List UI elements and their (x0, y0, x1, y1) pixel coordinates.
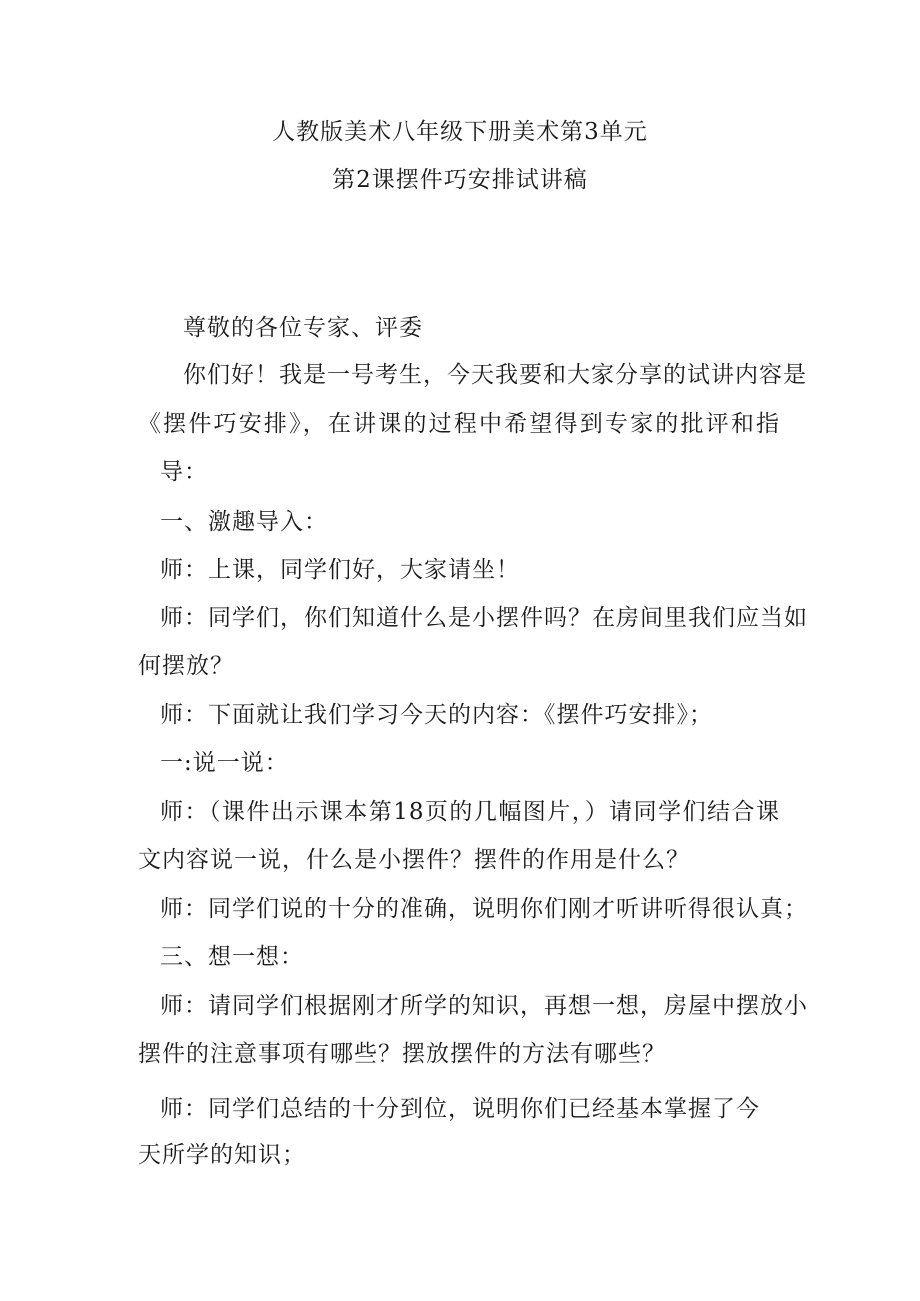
paragraph-line: 天所学的知识； (138, 1142, 306, 1168)
paragraph-line: 文内容说一说，什么是小摆件？摆件的作用是什么？ (138, 847, 690, 873)
paragraph-line: 师：同学们，你们知道什么是小摆件吗？在房间里我们应当如 (160, 605, 808, 631)
document-subtitle: 第2课摆件巧安排试讲稿 (332, 167, 588, 193)
paragraph-line: 师：上课，同学们好，大家请坐！ (160, 557, 520, 583)
document-title: 人教版美术八年级下册美术第3单元 (272, 119, 648, 145)
paragraph-line: 师：（课件出示课本第18页的几幅图片，）请同学们结合课 (160, 799, 780, 825)
paragraph-line: 摆件的注意事项有哪些？摆放摆件的方法有哪些？ (138, 1041, 666, 1067)
paragraph-line: 师：同学们说的十分的准确，说明你们刚才听讲听得很认真； (160, 896, 808, 922)
paragraph-line: 师：同学们总结的十分到位，说明你们已经基本掌握了今 (160, 1096, 760, 1122)
section-heading: 三、想一想： (160, 944, 304, 970)
section-heading: 一:说一说： (160, 750, 289, 776)
section-heading: 一、激趣导入： (160, 509, 328, 535)
paragraph-line: 你们好！我是一号考生，今天我要和大家分享的试讲内容是 (183, 362, 807, 388)
paragraph-line: 《摆件巧安排》，在讲课的过程中希望得到专家的批评和指 (138, 411, 780, 437)
paragraph-line: 何摆放？ (138, 653, 234, 679)
paragraph-line: 师：请同学们根据刚才所学的知识，再想一想，房屋中摆放小 (160, 993, 808, 1019)
paragraph-line: 导： (160, 459, 208, 485)
greeting-line: 尊敬的各位专家、评委 (183, 315, 423, 341)
paragraph-line: 师：下面就让我们学习今天的内容：《摆件巧安排》； (160, 702, 713, 728)
